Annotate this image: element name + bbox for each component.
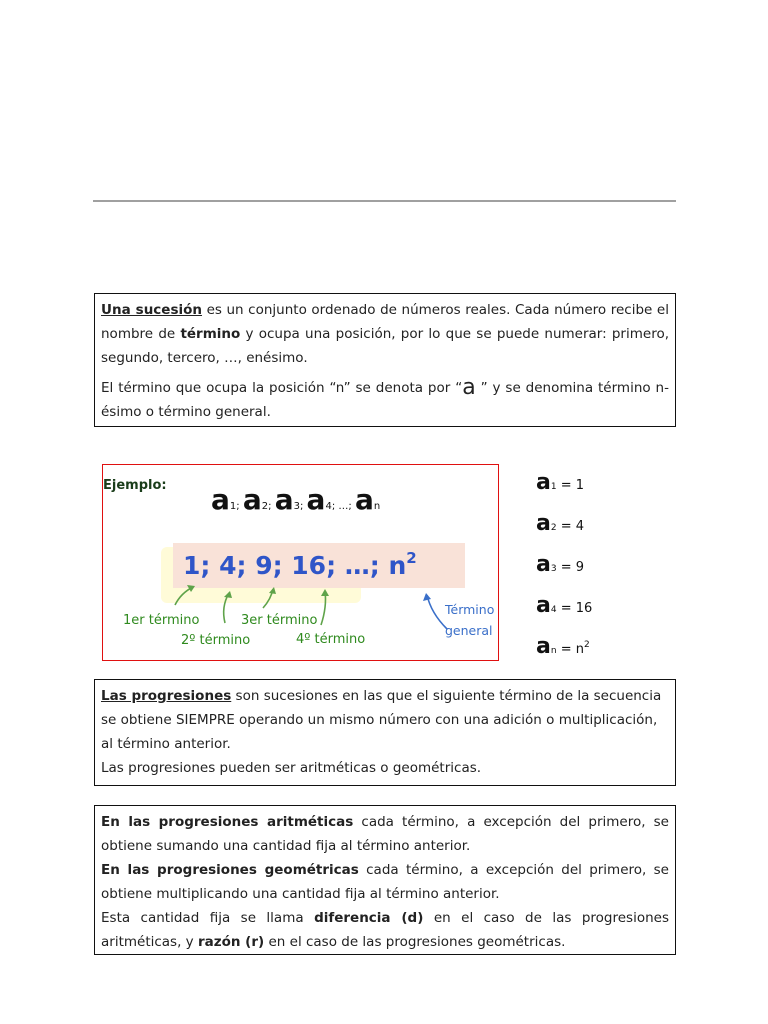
term-item-3: a3 = 9 — [536, 552, 585, 577]
sucesion-text-1: es un conjunto ordenado de números reales. Cada número recibe el nombre de — [101, 302, 669, 342]
a-symbol: a — [462, 375, 476, 400]
aritmeticas-bold: En las progresiones aritméticas — [101, 814, 354, 830]
progresiones-types: Las progresiones pueden ser aritméticas o geométricas. — [101, 760, 482, 776]
sucesion-paragraph — [101, 298, 669, 370]
label-4to-termino: 4º término — [296, 632, 366, 647]
termino-general-text-2: ” y se denomina término n-ésimo o término general. — [101, 380, 669, 420]
progresiones-box — [94, 679, 676, 786]
example-label: Ejemplo: — [103, 478, 167, 493]
sucesion-term: Una sucesión — [101, 302, 203, 318]
label-2do-termino: 2º término — [181, 633, 251, 648]
aritmeticas-geometricas-box — [94, 805, 676, 955]
label-3er-termino: 3er término — [241, 613, 318, 628]
sucesion-text-2: y ocupa una posición, por lo que se puede numerar: primero, segundo, tercero, …, enésimo. — [101, 326, 669, 366]
sequence-values: 1; 4; 9; 16; …; $n^2$ — [183, 549, 417, 580]
arrow-4to — [321, 591, 326, 625]
geometricas-bold: En las progresiones geométricas — [101, 862, 359, 878]
progresiones-paragraph — [101, 684, 669, 756]
label-termino-general: Término general — [445, 602, 495, 638]
diferencia-bold: diferencia (d) — [314, 910, 424, 926]
label-1er-termino: 1er término — [123, 613, 200, 628]
cantidad-fija-paragraph: Esta cantidad fija se llama diferencia (d) en el caso de las progresiones aritméticas, y razón (r) en el caso de las progresiones geométricas. — [101, 910, 669, 950]
progresiones-term: Las progresiones — [101, 688, 232, 704]
example-box — [102, 464, 499, 661]
term-item-2: a2 = 4 — [536, 511, 585, 536]
term-item-4: a4 = 16 — [536, 593, 593, 618]
arrow-general — [427, 595, 447, 629]
geometricas-paragraph: En las progresiones geométricas cada término, a excepción del primero, se obtiene multiplicando una cantidad fija al término anterior. — [101, 862, 669, 902]
aritmeticas-paragraph: En las progresiones aritméticas cada término, a excepción del primero, se obtiene sumando una cantidad fija al término anterior. — [101, 814, 669, 854]
progresiones-text: son sucesiones en las que el siguiente término de la secuencia se obtiene SIEMPRE operando un mismo número con una adición o multiplicación, al término anterior. — [101, 688, 662, 752]
term-item-1: a1 = 1 — [536, 470, 585, 495]
term-item-n: an = $n^2$ — [536, 634, 590, 659]
razon-bold: razón (r) — [197, 934, 265, 950]
sequence-terms: a1; a2; a3; a4; …; an — [211, 483, 381, 516]
termino-general-paragraph — [101, 376, 669, 424]
termino-general-text-1: El término que ocupa la posición “n” se denota por “ — [101, 380, 463, 396]
horizontal-rule — [93, 200, 676, 202]
definition-sucesion-box — [94, 293, 676, 427]
termino-bold: término — [180, 326, 241, 342]
